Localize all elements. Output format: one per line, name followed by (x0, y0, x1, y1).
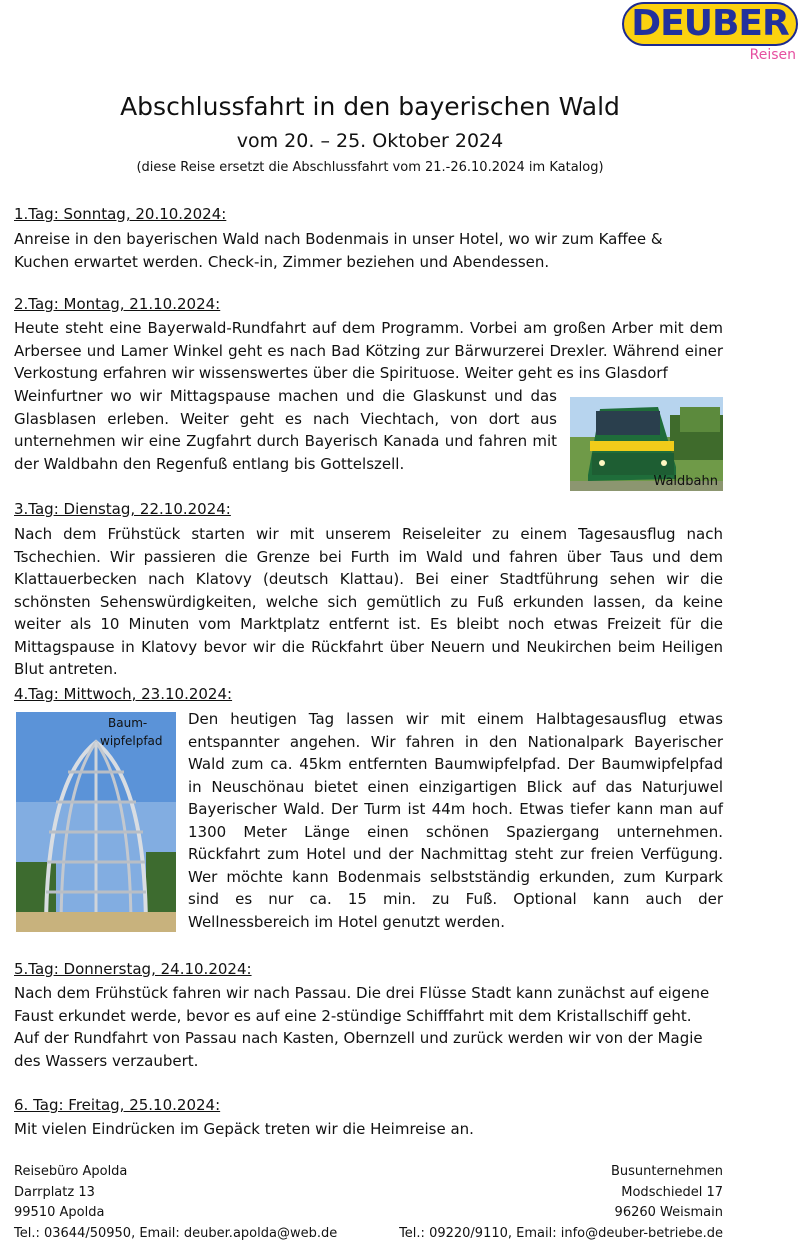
day-2-text-full: Heute steht eine Bayerwald-Rundfahrt auf dem Programm. Vorbei am großen Arber mit dem Arbersee und Lamer Winkel geht es nach Bad Kötzing zur Bärwurzerei Drexler. Während einer Verkostung erfahren wir wissenswertes über die Spirituose. Weiter geht es ins Glasdorf (14, 317, 723, 385)
page-title: Abschlussfahrt in den bayerischen Wald (0, 92, 740, 121)
day-1-text: Anreise in den bayerischen Wald nach Bodenmais in unser Hotel, wo wir zum Kaffee & Kuchen erwartet werden. Check-in, Zimmer beziehen und Abendessen. (14, 228, 694, 273)
footer-left-city: 99510 Apolda (14, 1203, 337, 1224)
day-6-heading: 6. Tag: Freitag, 25.10.2024: (14, 1096, 220, 1114)
day-4-text: Den heutigen Tag lassen wir mit einem Halbtagesausflug etwas entspannter angehen. Wir fahren in den Nationalpark Bayerischer Wald zum ca. 45km entfernten Baumwipfelpfad. Der Baumwipfelpfad in Neuschönau bietet einen einzigartigen Blick auf das Naturjuwel Bayerischer Wald. Der Turm ist 44m hoch. Etwas tiefer kann man auf 1300 Meter Länge einen schönen Spaziergang unternehmen. Rückfahrt zum Hotel und der Nachmittag steht zur freien Verfügung. Wer möchte kann Bodenmais selbstständig erkunden, zum Kurpark sind es nur ca. 15 min. zu Fuß. Optional kann auch der Wellnessbereich im Hotel genutzt werden. (188, 708, 723, 933)
footer-right-address (399, 1162, 723, 1244)
catalog-note: (diese Reise ersetzt die Abschlussfahrt vom 21.-26.10.2024 im Katalog) (0, 160, 740, 175)
footer-left-company: Reisebüro Apolda (14, 1162, 337, 1183)
day-3-heading: 3.Tag: Dienstag, 22.10.2024: (14, 500, 231, 518)
baumwipfelpfad-photo (16, 712, 176, 932)
day-1-heading: 1.Tag: Sonntag, 20.10.2024: (14, 205, 226, 223)
footer-left-address (14, 1162, 337, 1244)
waldbahn-caption: Waldbahn (653, 474, 718, 489)
day-5-text: Nach dem Frühstück fahren wir nach Passau. Die drei Flüsse Stadt kann zunächst auf eigene Faust erkundet werde, bevor es auf eine 2-stündige Schifffahrt mit dem Kristallschiff geht. Auf der Rundfahrt von Passau nach Kasten, Obernzell und zurück werden wir von der Magie des Wassers verzaubert. (14, 982, 719, 1072)
footer-right-city: 96260 Weismain (399, 1203, 723, 1224)
footer-right-company: Busunternehmen (399, 1162, 723, 1183)
deuber-logo (622, 2, 798, 66)
tower-caption-line-1: Baum- (108, 714, 147, 732)
waldbahn-photo (570, 397, 723, 491)
footer-right-street: Modschiedel 17 (399, 1183, 723, 1204)
footer-left-contact: Tel.: 03644/50950, Email: deuber.apolda@web.de (14, 1224, 337, 1244)
day-4-heading: 4.Tag: Mittwoch, 23.10.2024: (14, 685, 232, 703)
day-2-text-wrapped: Weinfurtner wo wir Mittagspause machen und die Glaskunst und das Glasblasen erleben. Weiter geht es nach Viechtach, von dort aus unternehmen wir eine Zugfahrt durch Bayerisch Kanada und fahren mit der Waldbahn den Regenfuß entlang bis Gottelszell. (14, 385, 557, 475)
day-5-heading: 5.Tag: Donnerstag, 24.10.2024: (14, 960, 252, 978)
day-3-text: Nach dem Frühstück starten wir mit unserem Reiseleiter zu einem Tagesausflug nach Tschechien. Wir passieren die Grenze bei Furth im Wald und fahren über Taus und dem Klattauerbecken nach Klatovy (deutsch Klattau). Bei einer Stadtführung sehen wir die schönsten Sehenswürdigkeiten, welche sich gemütlich zu Fuß erkunden lassen, da keine weiter als 10 Minuten vom Marktplatz entfernt ist. Es bleibt noch etwas Freizeit für die Mittagspause in Klatovy bevor wir die Rückfahrt über Neuern und Neukirchen beim Heiligen Blut antreten. (14, 523, 723, 681)
logo-subtitle: Reisen (750, 47, 796, 63)
footer-left-street: Darrplatz 13 (14, 1183, 337, 1204)
tower-caption-line-2: wipfelpfad (100, 732, 163, 750)
footer-right-contact: Tel.: 09220/9110, Email: info@deuber-betriebe.de (399, 1224, 723, 1244)
day-2-heading: 2.Tag: Montag, 21.10.2024: (14, 295, 220, 313)
day-6-text: Mit vielen Eindrücken im Gepäck treten wir die Heimreise an. (14, 1118, 719, 1141)
date-subtitle: vom 20. – 25. Oktober 2024 (0, 130, 740, 152)
logo-wordmark: DEUBER (622, 2, 798, 46)
